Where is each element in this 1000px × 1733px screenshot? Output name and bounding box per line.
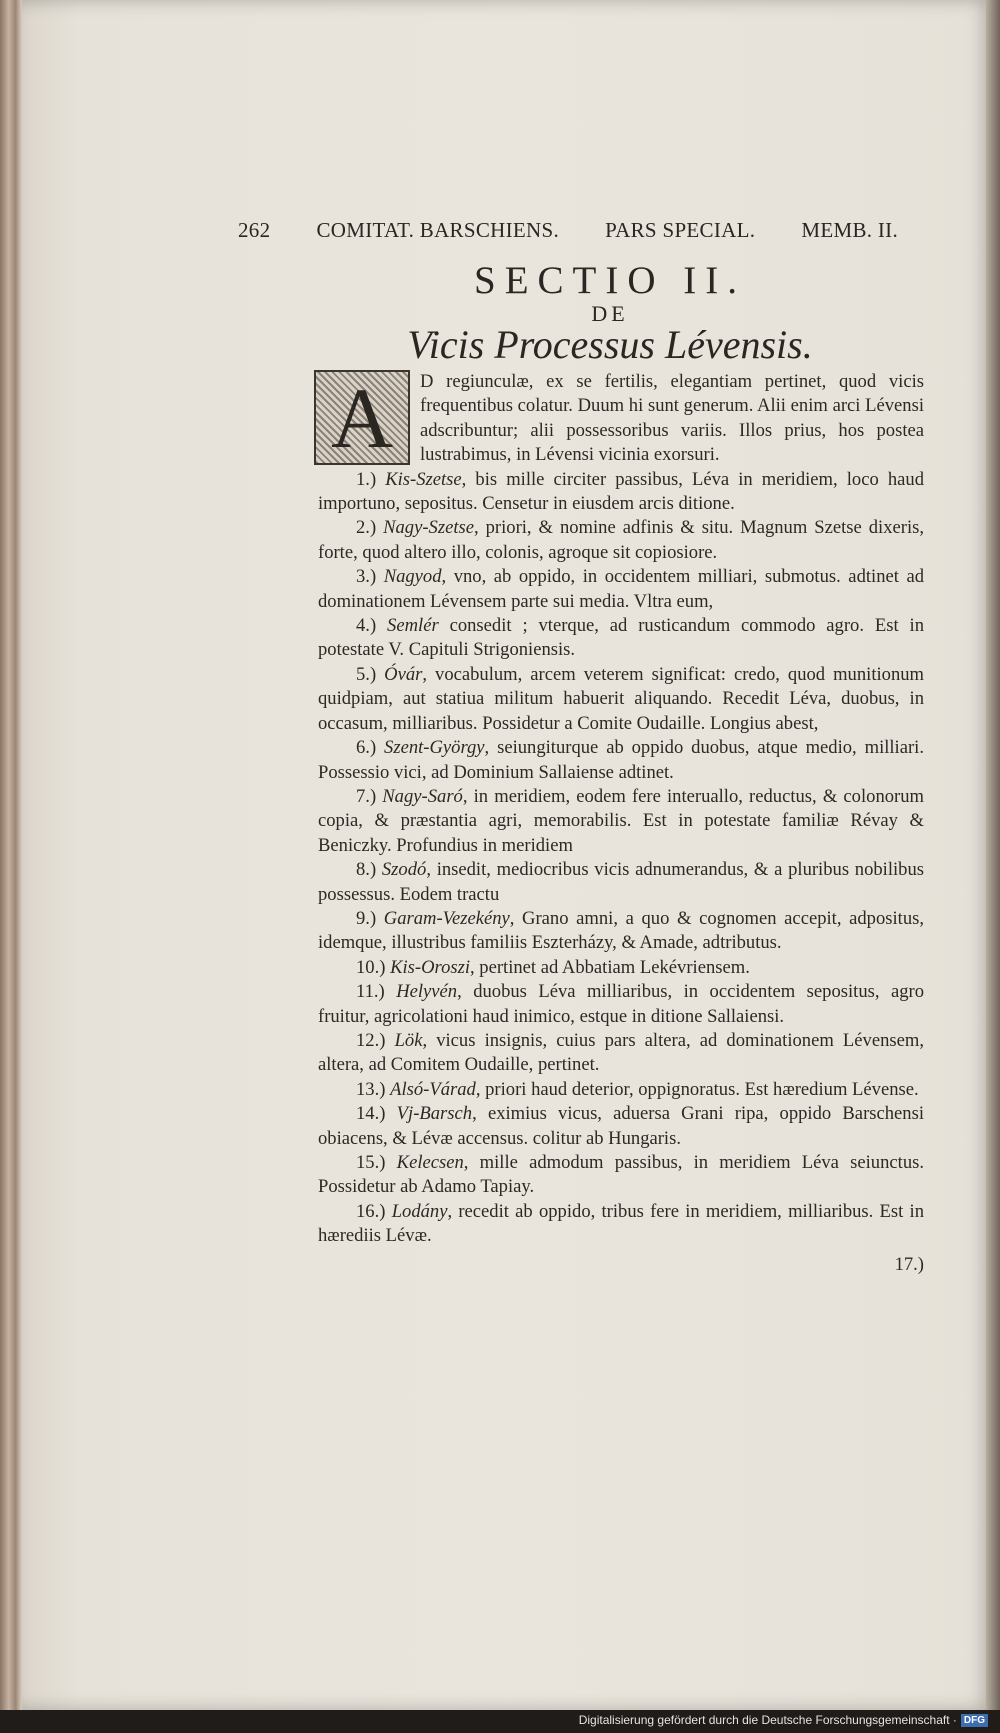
entry-text: , priori, & nomine adfinis & situ. Magnum Szetse dixeris, forte, quod altero illo, colonis, agroque sit copiosiore. <box>318 517 924 563</box>
entry-paragraph <box>318 614 924 663</box>
entry-paragraph <box>318 468 924 517</box>
header-right-title: MEMB. II. <box>801 218 898 242</box>
entry-paragraph <box>318 1078 924 1102</box>
entry-number: 11.) <box>356 981 385 1003</box>
entry-number: 4.) <box>356 615 377 637</box>
entry-number: 7.) <box>356 785 377 807</box>
entry-paragraph <box>318 1102 924 1151</box>
entry-number: 3.) <box>356 566 377 588</box>
entry-number: 9.) <box>356 907 377 929</box>
page-body <box>318 370 924 1277</box>
entry-text: , vno, ab oppido, in occidentem milliari, submotus. adtinet ad dominationem Lévensem parte sui media. Vltra eum, <box>318 566 924 612</box>
entry-number: 8.) <box>356 859 377 881</box>
entry-text: , in meridiem, eodem fere interuallo, reductus, & colonorum copia, & præstantia agri, memorabilis. Est in potestate familiæ Révay & Beniczky. Profundius in meridiem <box>318 785 924 856</box>
village-name: Lök <box>394 1029 423 1051</box>
entry-paragraph <box>318 1151 924 1200</box>
header-mid-title: PARS SPECIAL. <box>605 218 756 242</box>
footer-bar <box>0 1710 1000 1733</box>
book-spine <box>0 0 22 1710</box>
dfg-logo: DFG <box>961 1714 988 1727</box>
village-name: Semlér <box>387 615 439 637</box>
village-name: Vj-Barsch <box>396 1103 473 1125</box>
entry-paragraph <box>318 736 924 785</box>
entry-paragraph <box>318 956 924 980</box>
entry-number: 15.) <box>356 1152 386 1173</box>
entry-text: , Grano amni, a quo & cognomen accepit, adpositus, idemque, illustribus familiis Eszterházy, & Amade, adtributus. <box>318 907 924 954</box>
catchword: 17.) <box>894 1253 924 1275</box>
entry-paragraph <box>318 1200 924 1249</box>
sectio-heading: SECTIO II. <box>474 259 746 302</box>
entry-text: , pertinet ad Abbatiam Lekévriensem. <box>470 956 750 978</box>
section-title <box>290 258 930 368</box>
village-name: Óvár <box>384 663 423 685</box>
entry-text: , duobus Léva milliaribus, in occidentem sepositus, agro fruitur, agricolationi haud inimico, estque in ditione Sallaiensi. <box>318 981 924 1027</box>
entry-text: , eximius vicus, aduersa Grani ripa, oppido Barschensi obiacens, & Lévæ accensus. colitur ab Hungaris. <box>318 1103 924 1149</box>
initial-letter: A <box>314 370 410 465</box>
village-name: Szent-György <box>384 737 485 759</box>
entry-text: , recedit ab oppido, tribus fere in meridiem, milliaribus. Est in hærediis Lévæ. <box>318 1200 924 1247</box>
footer-credit: Digitalisierung gefördert durch die Deutsche Forschungsgemeinschaft · <box>578 1713 957 1727</box>
entry-number: 1.) <box>356 468 377 490</box>
entry-text: , mille admodum passibus, in meridiem Léva seiunctus. Possidetur ab Adamo Tapiay. <box>318 1152 924 1198</box>
village-name: Garam-Vezekény <box>383 907 510 929</box>
entry-number: 12.) <box>356 1029 386 1051</box>
header-left-title: COMITAT. BARSCHIENS. <box>316 218 560 242</box>
village-name: Alsó-Várad <box>390 1078 476 1100</box>
village-name: Nagy-Szetse <box>383 517 474 539</box>
entry-text: consedit ; vterque, ad rusticandum commodo agro. Est in potestate V. Capituli Strigoniensis. <box>318 615 925 661</box>
village-name: Szodó <box>381 859 427 881</box>
entry-list <box>318 468 924 1249</box>
village-name: Lodány <box>391 1200 448 1222</box>
entry-paragraph <box>318 858 924 907</box>
running-header <box>238 218 898 243</box>
entry-number: 5.) <box>356 663 377 685</box>
entry-number: 10.) <box>356 956 386 978</box>
village-name: Nagyod <box>383 566 442 588</box>
village-name: Kelecsen <box>396 1152 464 1173</box>
entry-number: 2.) <box>356 517 377 539</box>
entry-text: , vocabulum, arcem veterem significat: credo, quod munitionum quidpiam, aut statiua militum habuerit aliquando. Recedit Léva, duobus, in occasum, milliaribus. Possidetur a Comite Oudaille. Longius abest, <box>318 663 924 734</box>
decorated-initial <box>314 370 412 467</box>
entry-number: 14.) <box>356 1103 386 1125</box>
entry-text: , priori haud deterior, oppignoratus. Est hæredium Lévense. <box>475 1078 919 1100</box>
entry-text: , insedit, mediocribus vicis adnumerandus, & a pluribus nobilibus possessus. Eodem tractu <box>318 859 924 905</box>
village-name: Nagy-Saró <box>382 785 463 807</box>
village-name: Kis-Oroszi <box>390 956 470 978</box>
page-edge <box>986 0 1000 1710</box>
entry-paragraph <box>318 1029 924 1078</box>
intro-paragraph: D regiunculæ, ex se fertilis, elegantiam pertinet, quod vicis frequentibus colatur. Duum hi sunt generum. Alii enim arci Lévensi adscribuntur; alii possessoribus variis. Illos prius, hos postea lustrabimus, in Lévensi vicinia exorsuri. <box>420 371 924 466</box>
subtitle-heading: Vicis Processus Lévensis. <box>407 322 813 367</box>
entry-text: , vicus insignis, cuius pars altera, ad dominationem Lévensem, altera, ad Comitem Oudaille, pertinet. <box>318 1029 924 1076</box>
entry-paragraph <box>318 565 924 614</box>
entry-number: 6.) <box>356 737 377 759</box>
entry-text: , bis mille circiter passibus, Léva in meridiem, loco haud importuno, sepositus. Censetur in eiusdem arcis ditione. <box>318 468 924 515</box>
entry-paragraph <box>318 663 924 736</box>
entry-paragraph <box>318 516 924 565</box>
village-name: Kis-Szetse <box>385 468 462 490</box>
entry-number: 16.) <box>356 1200 386 1222</box>
page-number: 262 <box>238 218 271 242</box>
entry-text: , seiungiturque ab oppido duobus, atque medio, milliari. Possessio vici, ad Dominium Sallaiense adtinet. <box>318 737 924 783</box>
village-name: Helyvén <box>396 981 458 1003</box>
entry-paragraph <box>318 980 924 1029</box>
entry-number: 13.) <box>356 1078 386 1100</box>
entry-paragraph <box>318 785 924 858</box>
entry-paragraph <box>318 907 924 956</box>
de-heading: DE <box>591 301 629 326</box>
